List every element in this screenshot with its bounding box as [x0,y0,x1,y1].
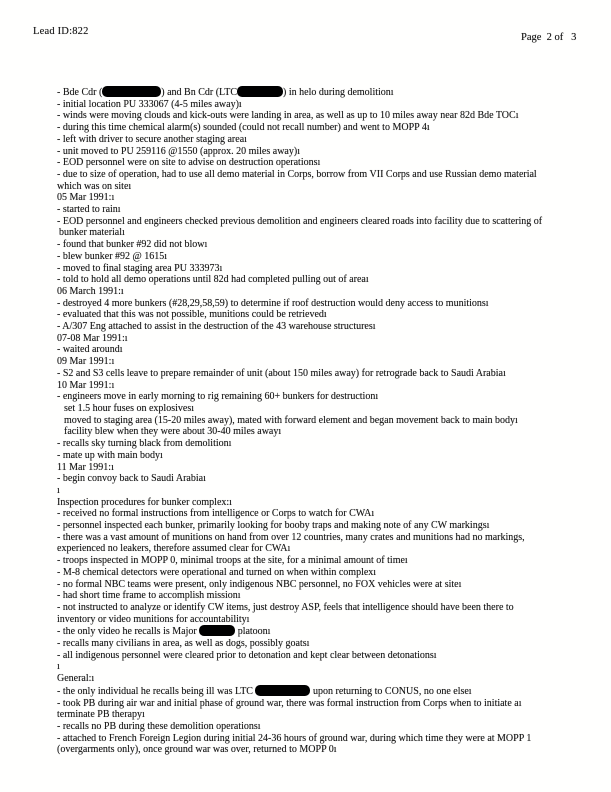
text-line: experienced no leakers, therefore assumed clear for CWAı [57,543,291,555]
text-line: 11 Mar 1991:ı [57,461,114,473]
text-line: - troops inspected in MOPP 0, minimal troops at the site, for a minimal amount of timeı [57,555,408,567]
text-line: - had short time frame to accomplish missionı [57,590,241,602]
text-line: - personnel inspected each bunker, primarily looking for booby traps and making note of any CW markingsı [57,520,490,532]
text-line: - Bde Cdr ( ) and Bn Cdr (LTC ) in helo during demolitionı [57,87,394,98]
text-line: - unit moved to PU 259116 @1550 (approx. 20 miles away)ı [57,145,300,157]
text-line: terminate PB therapyı [57,709,145,721]
text-line: - waited aroundı [57,344,123,356]
text-line: - attached to French Foreign Legion during initial 24-36 hours of ground war, during which time they were at MOPP 1 [57,732,532,744]
text-line: - due to size of operation, had to use all demo material in Corps, borrow from VII Corps and use Russian demo material [57,168,537,180]
text-line: - moved to final staging area PU 333973ı [57,262,223,274]
text-line: - recalls sky turning black from demolitionı [57,438,232,450]
text-line: bunker materialı [59,227,125,239]
text-line: inventory or video munitions for accountabilityı [57,613,250,625]
text-line: 05 Mar 1991:ı [57,192,115,204]
text-line: - A/307 Eng attached to assist in the destruction of the 43 warehouse structuresı [57,321,376,333]
page-number-label: Page 2 of 3 [521,32,577,43]
text-line: - EOD personnel and engineers checked previous demolition and engineers cleared roads into facility due to scattering of [57,215,543,227]
text-line: facility blew when they were about 30-40 miles awayı [64,426,282,438]
text-line: Inspection procedures for bunker complex:ı [57,496,232,508]
redaction-bar [199,625,235,636]
text-line: - all indigenous personnel were cleared prior to detonation and kept clear between detonationsı [57,649,437,661]
document-body [57,86,605,756]
text-line: - no formal NBC teams were present, only indigenous NBC personnel, no FOX vehicles were at siteı [57,578,462,590]
text-line: - the only individual he recalls being ill was LTC upon returning to CONUS, no one elseı [57,685,472,697]
text-line: - told to hold all demo operations until 82d had completed pulling out of areaı [57,274,369,286]
text-line: - took PB during air war and initial phase of ground war, there was formal instruction from Corps when to initiate aı [57,697,522,709]
text-line: - the only video he recalls is Major platoonı [57,626,271,638]
text-line: 07-08 Mar 1991:ı [57,332,128,344]
text-line: - mate up with main bodyı [57,449,163,461]
text-line: - received no formal instructions from intelligence or Corps to watch for CWAı [57,508,375,520]
text-line: - initial location PU 333067 (4-5 miles away)ı [57,98,242,110]
text-line: 10 Mar 1991:ı [57,379,115,391]
text-line: - there was a vast amount of munitions on hand from over 12 countries, many crates and munitions had no markings, [57,531,525,543]
text-line: - destroyed 4 more bunkers (#28,29,58,59) to determine if roof destruction would deny access to munitionsı [57,297,489,309]
text-line: - started to rainı [57,204,121,216]
text-line: 09 Mar 1991:ı [57,356,115,368]
redaction-bar [255,685,310,696]
text-line: - left with driver to secure another staging areaı [57,133,247,145]
text-line: General:ı [57,673,95,685]
text-line: - begin convoy back to Saudi Arabiaı [57,473,206,485]
text-line: - M-8 chemical detectors were operational and turned on when within complexı [57,566,377,578]
text-line: (overgarments only), once ground war was over, returned to MOPP 0ı [57,744,337,756]
text-line: - winds were moving clouds and kick-outs were landing in area, as well as up to 10 miles away near 82d Bde TOCı [57,110,519,122]
text-line: ı [57,484,60,496]
text-line: - blew bunker #92 @ 1615ı [57,250,168,262]
text-line: - engineers move in early morning to rig remaining 60+ bunkers for destructionı [57,391,379,403]
text-line: which was on siteı [57,180,132,192]
text-line: - EOD personnel were on site to advise on destruction operationsı [57,157,321,169]
redaction-bar [102,86,161,97]
text-line: set 1.5 hour fuses on explosivesı [64,402,194,414]
redaction-bar [237,86,283,97]
text-line: - not instructed to analyze or identify CW items, just destroy ASP, feels that intelligence should have been there to [57,601,514,613]
text-line: ı [57,661,60,673]
text-line: - recalls many civilians in area, as well as dogs, possibly goatsı [57,638,310,650]
text-line: - evaluated that this was not possible, munitions could be retrievedı [57,309,327,321]
text-line: moved to staging area (15-20 miles away), mated with forward element and began movement back to main bodyı [64,414,518,426]
lead-id-label: Lead ID:822 [33,26,89,37]
text-line: - during this time chemical alarm(s) sounded (could not recall number) and went to MOPP 4ı [57,122,430,134]
text-line: 06 March 1991:ı [57,285,124,297]
text-line: - recalls no PB during these demolition operationsı [57,720,261,732]
text-line: - found that bunker #92 did not blowı [57,239,208,251]
text-line: - S2 and S3 cells leave to prepare remainder of unit (about 150 miles away) for retrograde back to Saudi Arabiaı [57,367,506,379]
